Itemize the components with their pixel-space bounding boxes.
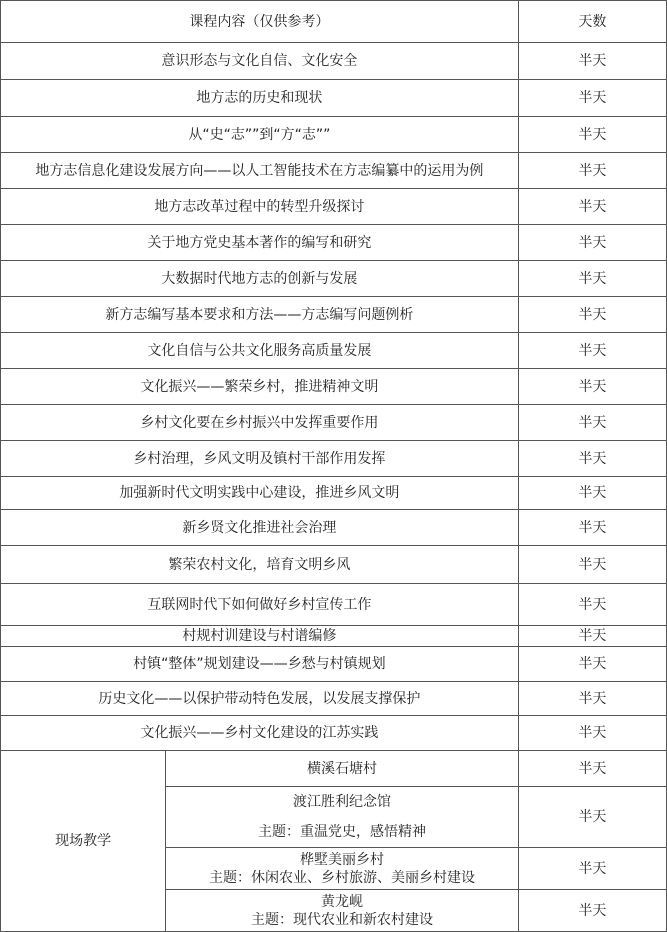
course-content: 地方志的历史和现状: [1, 80, 519, 117]
field-site-days: 半天: [518, 890, 666, 932]
table-row: [1, 405, 667, 441]
course-days: 半天: [518, 584, 666, 626]
table-row: [1, 682, 667, 716]
course-content: 大数据时代地方志的创新与发展: [1, 261, 519, 297]
field-site: [166, 848, 519, 890]
field-site-days: 半天: [518, 787, 666, 848]
table-row: [1, 189, 667, 225]
field-site: [166, 787, 519, 848]
course-content: 乡村治理，乡风文明及镇村干部作用发挥: [1, 441, 519, 477]
course-days: 半天: [518, 189, 666, 225]
course-days: 半天: [518, 716, 666, 751]
table-row: [1, 369, 667, 405]
field-site-title: 横溪石塘村: [306, 760, 377, 777]
course-content: 村规村训建设与村谱编修: [1, 626, 519, 647]
course-days: 半天: [518, 477, 666, 510]
table-row: [1, 80, 667, 117]
course-days: 半天: [518, 682, 666, 716]
course-days: 半天: [518, 117, 666, 153]
course-days: 半天: [518, 405, 666, 441]
table-row: [1, 647, 667, 682]
course-content: 意识形态与文化自信、文化安全: [1, 43, 519, 80]
course-content: 关于地方党史基本著作的编写和研究: [1, 225, 519, 261]
table-row: [1, 584, 667, 626]
course-content: 繁荣农村文化，培育文明乡风: [1, 546, 519, 584]
field-row: [1, 751, 667, 787]
course-content: 文化自信与公共文化服务高质量发展: [1, 333, 519, 369]
table-row: [1, 441, 667, 477]
course-content: 加强新时代文明实践中心建设，推进乡风文明: [1, 477, 519, 510]
field-site-theme: 主题：现代农业和新农村建设: [250, 911, 433, 928]
course-content: 地方志改革过程中的转型升级探讨: [1, 189, 519, 225]
field-site-theme: 主题：重温党史，感悟精神: [257, 824, 426, 840]
course-days: 半天: [518, 441, 666, 477]
course-content: 新乡贤文化推进社会治理: [1, 510, 519, 546]
course-content: 文化振兴——繁荣乡村，推进精神文明: [1, 369, 519, 405]
course-days: 半天: [518, 80, 666, 117]
course-days: 半天: [518, 546, 666, 584]
course-content: 文化振兴——乡村文化建设的江苏实践: [1, 716, 519, 751]
table-header-row: [1, 1, 667, 43]
field-teaching-label: 现场教学: [1, 751, 166, 932]
course-days: 半天: [518, 369, 666, 405]
table-row: [1, 333, 667, 369]
table-row: [1, 225, 667, 261]
course-content: 从“史“志””到“方“志””: [1, 117, 519, 153]
course-days: 半天: [518, 225, 666, 261]
course-days: 半天: [518, 510, 666, 546]
field-site-days: 半天: [518, 848, 666, 890]
course-days: 半天: [518, 333, 666, 369]
field-site-theme: 主题：休闲农业、乡村旅游、美丽乡村建设: [208, 869, 475, 886]
table-row: [1, 297, 667, 333]
table-row: [1, 546, 667, 584]
course-days: 半天: [518, 297, 666, 333]
field-site-days: 半天: [518, 751, 666, 787]
course-content: 历史文化——以保护带动特色发展，以发展支撑保护: [1, 682, 519, 716]
field-site-title: 渡江胜利纪念馆: [292, 794, 391, 810]
table-row: [1, 510, 667, 546]
course-content: 乡村文化要在乡村振兴中发挥重要作用: [1, 405, 519, 441]
table-row: [1, 43, 667, 80]
header-days: 天数: [518, 1, 666, 43]
course-content: 新方志编写基本要求和方法——方志编写问题例析: [1, 297, 519, 333]
field-site: [166, 890, 519, 932]
field-site-title: 黄龙岘: [320, 893, 363, 910]
course-days: 半天: [518, 43, 666, 80]
field-site-title: 桦墅美丽乡村: [299, 851, 384, 868]
course-days: 半天: [518, 626, 666, 647]
course-days: 半天: [518, 261, 666, 297]
table-row: [1, 626, 667, 647]
table-row: [1, 261, 667, 297]
course-content: 村镇“整体”规划建设——乡愁与村镇规划: [1, 647, 519, 682]
table-row: [1, 477, 667, 510]
table-row: [1, 153, 667, 189]
field-site: [166, 751, 519, 787]
table-row: [1, 117, 667, 153]
table-row: [1, 716, 667, 751]
course-days: 半天: [518, 153, 666, 189]
course-days: 半天: [518, 647, 666, 682]
course-content: 地方志信息化建设发展方向——以人工智能技术在方志编纂中的运用为例: [1, 153, 519, 189]
header-content: 课程内容（仅供参考）: [1, 1, 519, 43]
course-content: 互联网时代下如何做好乡村宣传工作: [1, 584, 519, 626]
